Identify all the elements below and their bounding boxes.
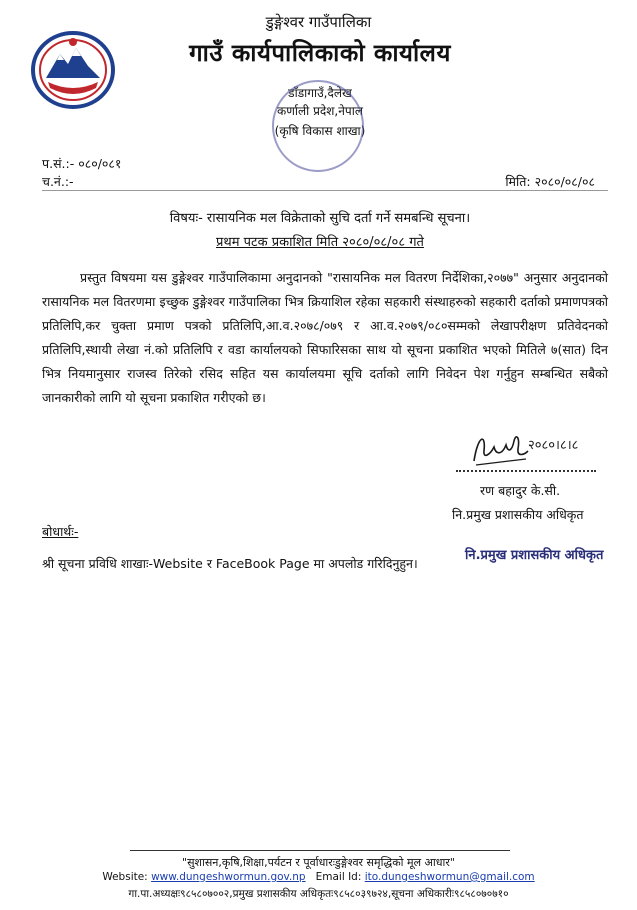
office-seal-stamp bbox=[272, 80, 364, 172]
email-label: Email Id: bbox=[315, 871, 365, 883]
email-link[interactable]: ito.dungeshwormun@gmail.com bbox=[364, 871, 535, 883]
footer-motto: "सुशासन,कृषि,शिक्षा,पर्यटन र पूर्वाधारःडुङ्गेश्वर समृद्धिको मूल आधार" bbox=[182, 856, 455, 869]
municipality-name: डुङ्गेश्वर गाउँपालिका bbox=[265, 13, 372, 31]
signature-image bbox=[468, 425, 588, 473]
office-title: गाउँ कार्यपालिकाको कार्यालय bbox=[189, 39, 451, 67]
signature-dotted-line bbox=[456, 470, 596, 472]
patra-sankhya: प.सं.:- ०८०/०८१ bbox=[42, 156, 122, 171]
signer-title: नि.प्रमुख प्रशासकीय अधिकृत bbox=[452, 507, 584, 522]
address-line-2: कर्णाली प्रदेश,नेपाल bbox=[277, 104, 363, 118]
letter-date: मिति: २०८०/०८/०८ bbox=[505, 174, 595, 189]
footer-contact bbox=[0, 871, 637, 883]
cc-label: बोधार्थः- bbox=[42, 524, 79, 539]
website-label: Website: bbox=[102, 871, 152, 883]
nepal-emblem-logo bbox=[30, 28, 116, 110]
designation-stamp: नि.प्रमुख प्रशासकीय अधिकृत bbox=[465, 548, 604, 563]
chalani-number: च.नं.:- bbox=[42, 174, 74, 189]
section-name: (कृषि विकास शाखा) bbox=[274, 124, 366, 138]
address-line-1: डाँडागाउँ,दैलेख bbox=[288, 86, 352, 100]
notice-body: प्रस्तुत विषयमा यस डुङ्गेश्वर गाउँपालिकामा अनुदानको "रासायनिक मल वितरण निर्देशिका,२०७७" अनुसार अनुदानको रासायनिक मल वितरणमा इच्छुक डुङ्गेश्वर गाउँपालिका भित्र क्रियाशिल रहेका सहकारी संस्थाहरुको सहकारी दर्ताको प्रमाणपत्रको प्रतिलिपि,कर चुक्ता प्रमाण पत्रको प्रतिलिपि,आ.व.२०७८/०७९ र आ.व.२०७९/०८०सम्मको लेखापरीक्षण प्रतिवेदनको प्रतिलिपि,स्थायी लेखा नं.को प्रतिलिपि र वडा कार्यालयको सिफारिसका साथ यो सूचना प्रकाशित भएको मितिले ७(सात) दिन भित्र नियमानुसार राजस्व तिरेको रसिद सहित यस कार्यालयमा सूचि दर्ताको लागि निवेदन पेश गर्नुहुन सम्बन्धित सबैको जानकारीको लागि यो सूचना प्रकाशित गरीएको छ। bbox=[42, 270, 608, 405]
footer-divider bbox=[130, 850, 510, 851]
header-divider bbox=[42, 190, 608, 191]
first-published-date: प्रथम पटक प्रकाशित मिति २०८०/०८/०८ गते bbox=[216, 235, 424, 250]
cc-item: श्री सूचना प्रविधि शाखाः-Website र FaceBook Page मा अपलोड गरिदिनुहुन। bbox=[42, 556, 418, 571]
first-published-line bbox=[120, 232, 520, 250]
signer-name: रण बहादुर के.सी. bbox=[480, 483, 561, 498]
footer-phone-numbers: गा.पा.अध्यक्षः९८५८०७००२,प्रमुख प्रशासकीय अधिकृतः९८५८०३९७२४,सूचना अधिकारीः९८५८०७०७१० bbox=[128, 888, 509, 900]
website-link[interactable]: www.dungeshwormun.gov.np bbox=[151, 871, 306, 883]
signature-date: २०८०।८।८ bbox=[528, 438, 579, 453]
notice-subject: विषयः- रासायनिक मल विक्रेताको सुचि दर्ता गर्ने समबन्धि सूचना। bbox=[169, 211, 471, 226]
